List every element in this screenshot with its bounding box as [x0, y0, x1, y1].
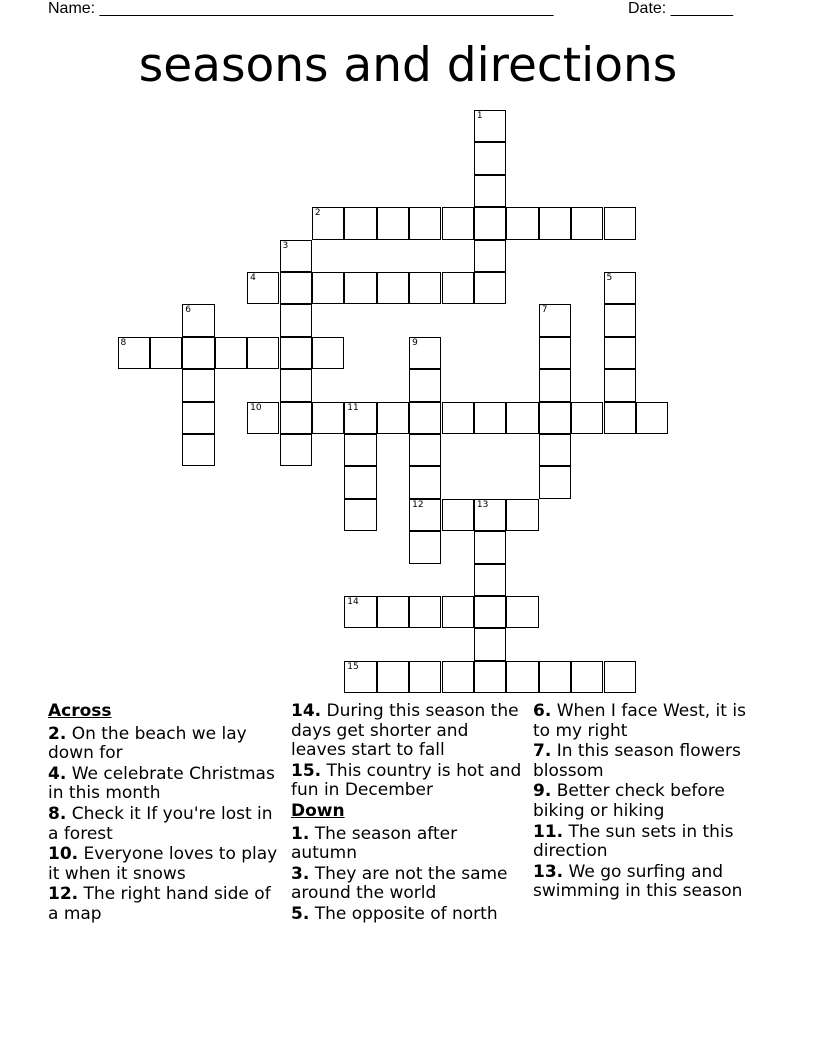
- grid-cell[interactable]: [344, 207, 376, 239]
- clue-number: 7: [541, 305, 548, 316]
- clue-item-number: 11.: [533, 821, 564, 842]
- clue-item: [48, 725, 280, 764]
- clue-item: [48, 765, 280, 804]
- clue-number: 9: [412, 337, 418, 348]
- clue-item-text: Better check before biking or hiking: [533, 781, 725, 821]
- clue-number: 2: [314, 208, 321, 219]
- grid-cell[interactable]: [604, 272, 636, 304]
- across-clues-list-cont: [291, 702, 523, 801]
- grid-cell[interactable]: [474, 110, 506, 142]
- clue-number: 4: [250, 273, 256, 283]
- clue-item-text: On the beach we lay down for: [48, 723, 247, 764]
- grid-cell[interactable]: [474, 531, 506, 563]
- grid-cell[interactable]: [409, 596, 441, 628]
- clue-item-number: 7.: [533, 741, 552, 762]
- grid-cell[interactable]: [506, 596, 538, 628]
- grid-cell[interactable]: [280, 402, 312, 434]
- grid-cell[interactable]: [442, 596, 474, 628]
- clue-item-number: 2.: [48, 723, 67, 744]
- grid-cell[interactable]: [377, 661, 409, 693]
- grid-cell[interactable]: [604, 207, 636, 239]
- grid-cell[interactable]: [215, 337, 247, 369]
- clue-item: [533, 782, 758, 821]
- grid-cell[interactable]: [604, 661, 636, 693]
- clue-item-text: The season after autumn: [291, 823, 458, 864]
- across-heading: Across: [48, 701, 112, 721]
- clue-item: [48, 885, 280, 924]
- grid-cell[interactable]: [442, 402, 474, 434]
- grid-cell[interactable]: [247, 337, 279, 369]
- grid-cell[interactable]: [409, 207, 441, 239]
- grid-cell[interactable]: [474, 240, 506, 272]
- grid-cell[interactable]: [539, 304, 571, 336]
- grid-cell[interactable]: [409, 499, 441, 531]
- grid-cell[interactable]: [604, 337, 636, 369]
- grid-cell[interactable]: [409, 531, 441, 563]
- grid-cell[interactable]: [539, 337, 571, 369]
- clue-number: 6: [185, 305, 192, 316]
- clue-number: 5: [606, 273, 613, 283]
- down-heading: Down: [291, 800, 345, 821]
- grid-cell[interactable]: [539, 434, 571, 466]
- clue-item-text: When I face West, it is to my right: [533, 701, 746, 741]
- grid-cell[interactable]: [280, 434, 312, 466]
- clue-number: 8: [120, 337, 127, 348]
- grid-cell[interactable]: [247, 272, 279, 304]
- grid-cell[interactable]: [506, 402, 538, 434]
- grid-cell[interactable]: [442, 499, 474, 531]
- grid-cell[interactable]: [312, 337, 344, 369]
- clue-item-number: 1.: [291, 823, 310, 844]
- grid-cell[interactable]: [474, 207, 506, 239]
- grid-cell[interactable]: [442, 272, 474, 304]
- grid-cell[interactable]: [409, 466, 441, 498]
- clue-item: [291, 905, 523, 925]
- grid-cell[interactable]: [182, 402, 214, 434]
- grid-cell[interactable]: [539, 402, 571, 434]
- grid-cell[interactable]: [474, 564, 506, 596]
- down-clues-list-cont: [533, 702, 758, 902]
- clue-item: [48, 805, 280, 844]
- clue-item-text: The sun sets in this direction: [533, 821, 734, 862]
- grid-cell[interactable]: [247, 402, 279, 434]
- grid-cell[interactable]: [571, 661, 603, 693]
- clue-item-number: 13.: [533, 861, 564, 882]
- clue-item-text: We go surfing and swimming in this season: [533, 861, 743, 902]
- clue-item-number: 4.: [48, 763, 67, 784]
- grid-cell[interactable]: [409, 272, 441, 304]
- clue-item: [48, 845, 280, 884]
- grid-cell[interactable]: [474, 402, 506, 434]
- clue-column-1: [48, 702, 280, 926]
- across-clues-list: [48, 725, 280, 925]
- grid-cell[interactable]: [474, 142, 506, 174]
- clue-item-text: Check it If you're lost in a forest: [48, 803, 273, 844]
- clue-item-number: 6.: [533, 701, 552, 721]
- clue-item-number: 14.: [291, 701, 322, 721]
- clue-item-number: 5.: [291, 903, 310, 924]
- grid-cell[interactable]: [539, 661, 571, 693]
- clue-number: 11: [347, 402, 359, 413]
- grid-cell[interactable]: [474, 272, 506, 304]
- grid-cell[interactable]: [604, 369, 636, 401]
- down-clues-list: [291, 825, 523, 925]
- grid-cell[interactable]: [604, 402, 636, 434]
- grid-cell[interactable]: [182, 369, 214, 401]
- grid-cell[interactable]: [377, 402, 409, 434]
- grid-cell[interactable]: [474, 175, 506, 207]
- grid-cell[interactable]: [182, 304, 214, 336]
- clue-item-text: They are not the same around the world: [291, 863, 508, 904]
- grid-cell[interactable]: [312, 272, 344, 304]
- grid-cell[interactable]: [182, 434, 214, 466]
- clue-item-number: 3.: [291, 863, 310, 884]
- clue-item: [291, 702, 523, 761]
- grid-cell[interactable]: [474, 596, 506, 628]
- clue-number: 3: [282, 240, 289, 251]
- grid-cell[interactable]: [409, 369, 441, 401]
- page-title: seasons and directions: [138, 38, 678, 93]
- clue-item: [533, 863, 758, 902]
- clue-number: 14: [347, 597, 359, 607]
- grid-cell[interactable]: [280, 272, 312, 304]
- grid-cell[interactable]: [280, 337, 312, 369]
- clue-item-number: 10.: [48, 844, 79, 865]
- grid-cell[interactable]: [344, 661, 376, 693]
- grid-cell[interactable]: [377, 207, 409, 239]
- grid-cell[interactable]: [312, 207, 344, 239]
- clue-number: 10: [250, 402, 262, 413]
- grid-cell[interactable]: [377, 272, 409, 304]
- grid-cell[interactable]: [506, 499, 538, 531]
- clue-number: 12: [412, 499, 424, 510]
- grid-cell[interactable]: [442, 207, 474, 239]
- clue-item-text: Everyone loves to play it when it snows: [48, 844, 278, 884]
- grid-cell[interactable]: [409, 661, 441, 693]
- clue-item: [291, 825, 523, 864]
- grid-cell[interactable]: [539, 369, 571, 401]
- grid-cell[interactable]: [182, 337, 214, 369]
- grid-cell[interactable]: [571, 207, 603, 239]
- clue-item-text: The right hand side of a map: [48, 884, 271, 924]
- grid-cell[interactable]: [344, 466, 376, 498]
- clue-number: 15: [347, 661, 359, 672]
- grid-cell[interactable]: [409, 337, 441, 369]
- grid-cell[interactable]: [280, 369, 312, 401]
- clue-item-number: 12.: [48, 884, 79, 905]
- grid-cell[interactable]: [344, 499, 376, 531]
- clue-number: 1: [476, 111, 483, 121]
- grid-cell[interactable]: [506, 207, 538, 239]
- grid-cell[interactable]: [377, 596, 409, 628]
- grid-cell[interactable]: [118, 337, 150, 369]
- clue-item-text: In this season flowers blossom: [533, 741, 741, 781]
- grid-cell[interactable]: [312, 402, 344, 434]
- clue-item-number: 15.: [291, 760, 322, 781]
- clue-item-number: 9.: [533, 781, 552, 802]
- clue-item-number: 8.: [48, 803, 67, 824]
- grid-cell[interactable]: [409, 434, 441, 466]
- clue-item-text: During this season the days get shorter and leaves start to fall: [291, 701, 519, 761]
- clue-item-text: This country is hot and fun in December: [291, 760, 522, 801]
- grid-cell[interactable]: [150, 337, 182, 369]
- name-field-label: Name: ___________________________________________________: [48, 0, 554, 17]
- grid-cell[interactable]: [442, 661, 474, 693]
- clue-item: [291, 762, 523, 801]
- grid-cell[interactable]: [571, 402, 603, 434]
- grid-cell[interactable]: [506, 661, 538, 693]
- clue-item-text: The opposite of north: [309, 903, 498, 924]
- clue-item: [533, 823, 758, 862]
- clue-item: [533, 742, 758, 781]
- grid-cell[interactable]: [474, 499, 506, 531]
- grid-cell[interactable]: [280, 240, 312, 272]
- clue-number: 13: [476, 499, 489, 510]
- grid-cell[interactable]: [344, 596, 376, 628]
- clue-column-2: [291, 702, 523, 926]
- grid-cell[interactable]: [409, 402, 441, 434]
- clue-column-3: [533, 702, 758, 903]
- clue-item: [291, 865, 523, 904]
- grid-cell[interactable]: [474, 628, 506, 660]
- grid-cell[interactable]: [636, 402, 668, 434]
- grid-cell[interactable]: [539, 207, 571, 239]
- clue-item: [533, 702, 758, 741]
- grid-cell[interactable]: [344, 402, 376, 434]
- grid-cell[interactable]: [344, 272, 376, 304]
- grid-cell[interactable]: [604, 304, 636, 336]
- date-field-label: Date: _______: [628, 0, 733, 17]
- grid-cell[interactable]: [344, 434, 376, 466]
- grid-cell[interactable]: [474, 661, 506, 693]
- grid-cell[interactable]: [280, 304, 312, 336]
- grid-cell[interactable]: [539, 466, 571, 498]
- clue-item-text: We celebrate Christmas in this month: [48, 763, 275, 804]
